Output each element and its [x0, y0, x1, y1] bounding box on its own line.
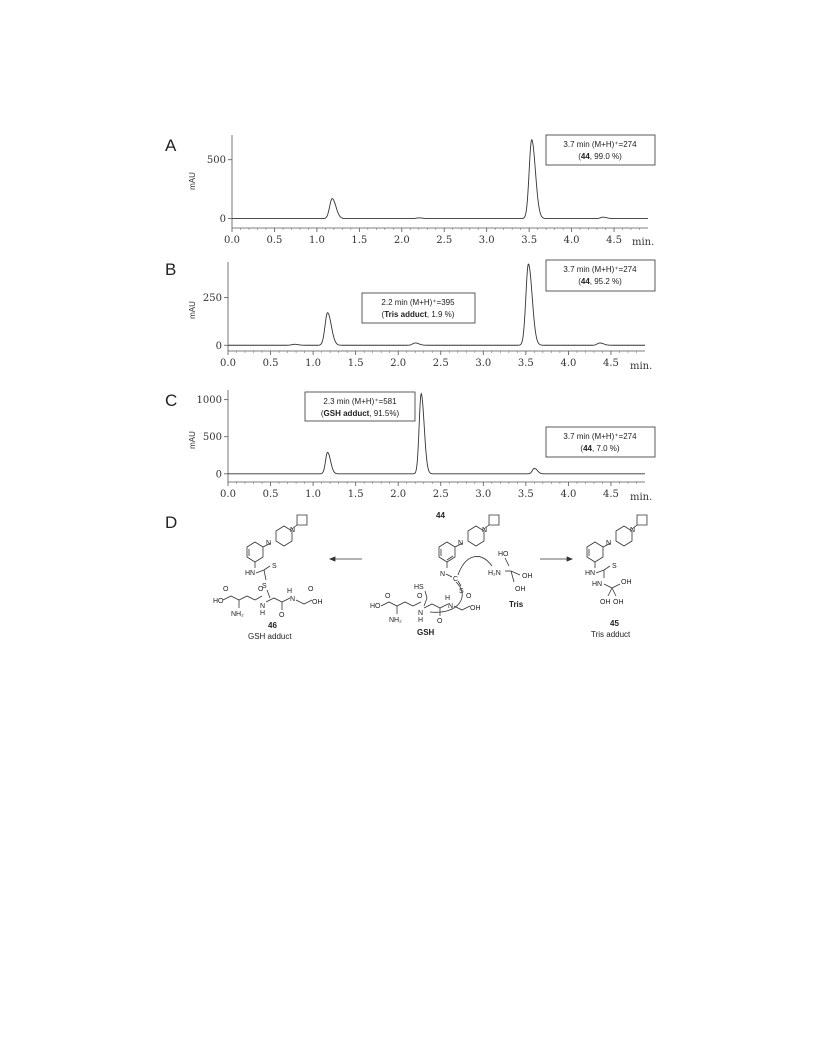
- atom-ho: HO: [498, 551, 509, 558]
- y-tick-label: 1000: [196, 395, 222, 407]
- annotation-rest: , 95.2 %): [589, 277, 622, 286]
- atom-hn: HN: [585, 570, 596, 577]
- atom-h: H: [445, 595, 451, 602]
- atom-n: N: [260, 603, 266, 610]
- panel-d-letter: D: [165, 513, 178, 532]
- x-tick-label: 4.5: [603, 358, 619, 369]
- atom-nh2: NH₂: [389, 617, 402, 624]
- atom-o: O: [223, 586, 229, 593]
- annotation-bold: 44: [580, 277, 590, 286]
- panel-c: [165, 390, 655, 503]
- atom-o: O: [279, 612, 285, 619]
- x-tick-label: 2.0: [393, 235, 410, 246]
- atom-h2n: H₂N: [488, 570, 501, 577]
- annotation-line2: (GSH adduct, 91.5%): [320, 409, 400, 418]
- x-tick-label: 3.5: [521, 235, 538, 246]
- x-tick-label: 3.0: [478, 235, 495, 246]
- x-tick-label: 3.0: [475, 489, 492, 500]
- annotation-line2: (44, 7.0 %): [580, 444, 620, 453]
- annotation-line: 2.2 min (M+H)⁺=395: [381, 298, 455, 307]
- atom-n: N: [290, 527, 296, 534]
- atom-n: N: [418, 610, 424, 617]
- x-tick-label: 1.0: [305, 489, 322, 500]
- atom-n: N: [290, 596, 296, 603]
- tris-label: Tris: [509, 600, 524, 609]
- atom-oh: OH: [312, 599, 323, 606]
- panel-c-ylabel: mAU: [188, 431, 197, 449]
- x-tick-label: 2.5: [432, 358, 449, 369]
- panel-a-ylabel: mAU: [188, 172, 197, 190]
- x-tick-label: 2.5: [436, 235, 453, 246]
- atom-ho: HO: [370, 603, 381, 610]
- atom-o: O: [417, 593, 423, 600]
- atom-n: N: [448, 603, 454, 610]
- panel-b-annotation-tris: [362, 293, 475, 323]
- panel-a: [165, 135, 655, 248]
- panel-b: [165, 260, 655, 372]
- annotation-rest: , 99.0 %): [589, 152, 622, 161]
- reaction-arrow-right: [540, 557, 572, 561]
- x-tick-label: 3.0: [475, 358, 492, 369]
- gsh-label: GSH: [417, 628, 435, 637]
- compound-45-caption: Tris adduct: [591, 630, 631, 639]
- y-tick-label: 500: [206, 155, 226, 167]
- curved-arrow: [458, 556, 492, 575]
- annotation-line: 2.3 min (M+H)⁺=581: [323, 397, 397, 406]
- y-tick-label: 0: [215, 469, 222, 481]
- panel-a-letter: A: [165, 136, 177, 155]
- atom-ho: HO: [213, 598, 224, 605]
- tris-molecule: [488, 551, 533, 609]
- atom-h: H: [418, 617, 424, 624]
- annotation-bold: Tris adduct: [384, 310, 427, 319]
- x-tick-label: 4.0: [563, 235, 580, 246]
- compound-45-label: 45: [610, 619, 619, 628]
- atom-n: N: [606, 540, 612, 547]
- x-tick-label: 1.5: [347, 489, 364, 500]
- panel-a-annotation-44: [546, 135, 655, 165]
- panel-d: [165, 511, 647, 641]
- annotation-line2: (44, 99.0 %): [578, 152, 622, 161]
- atom-o: O: [466, 593, 472, 600]
- panel-b-x-unit: min.: [630, 361, 653, 372]
- atom-o: O: [258, 586, 264, 593]
- reaction-arrow-left: [330, 557, 362, 561]
- panel-a-x-unit: min.: [632, 237, 655, 248]
- panel-c-letter: C: [165, 391, 178, 410]
- atom-c: C: [453, 576, 459, 583]
- x-tick-label: 1.0: [308, 235, 325, 246]
- atom-h: H: [260, 610, 266, 617]
- x-tick-label: 1.0: [305, 358, 322, 369]
- panel-c-x-unit: min.: [630, 492, 653, 503]
- atom-o: O: [385, 593, 391, 600]
- x-tick-label: 4.5: [603, 489, 619, 500]
- annotation-line2: (44, 95.2 %): [578, 277, 622, 286]
- compound-44-label: 44: [436, 511, 445, 520]
- atom-oh: OH: [621, 579, 632, 586]
- atom-n: N: [630, 527, 636, 534]
- compound-46: [213, 515, 323, 641]
- atom-n: N: [266, 540, 272, 547]
- compound-46-label: 46: [268, 621, 277, 630]
- atom-o: O: [437, 618, 443, 625]
- compound-46-caption: GSH adduct: [248, 632, 292, 641]
- atom-h: H: [287, 588, 293, 595]
- y-tick-label: 500: [202, 432, 222, 444]
- atom-s: S: [262, 583, 267, 590]
- y-tick-label: 0: [219, 214, 226, 226]
- annotation-rest: , 91.5%): [369, 409, 400, 418]
- y-tick-label: 250: [202, 292, 222, 304]
- annotation-line: 3.7 min (M+H)⁺=274: [563, 140, 637, 149]
- annotation-rest: , 7.0 %): [592, 444, 620, 453]
- atom-s: S: [612, 563, 617, 570]
- x-tick-label: 2.5: [432, 489, 449, 500]
- atom-hs: HS: [414, 584, 424, 591]
- atom-oh: OH: [470, 605, 481, 612]
- annotation-line: 3.7 min (M+H)⁺=274: [563, 265, 637, 274]
- atom-nh2: NH₂: [231, 611, 244, 618]
- atom-oh: OH: [515, 586, 526, 593]
- atom-n: N: [482, 527, 488, 534]
- annotation-bold: 44: [583, 444, 592, 453]
- compound-45: [585, 515, 647, 639]
- annotation-line: 3.7 min (M+H)⁺=274: [563, 432, 637, 441]
- x-tick-label: 2.0: [390, 489, 407, 500]
- panel-c-annotation-44: [546, 427, 655, 457]
- atom-oh: OH: [613, 599, 624, 606]
- annotation-line2: (Tris adduct, 1.9 %): [381, 310, 455, 319]
- x-tick-label: 1.5: [347, 358, 364, 369]
- x-tick-label: 1.5: [351, 235, 368, 246]
- atom-hn: HN: [592, 581, 603, 588]
- y-tick-label: 0: [215, 340, 222, 352]
- annotation-bold: 44: [580, 152, 590, 161]
- compound-44: [436, 511, 499, 595]
- atom-o: O: [308, 586, 314, 593]
- atom-n: N: [440, 571, 446, 578]
- atom-oh: OH: [600, 599, 611, 606]
- x-tick-label: 3.5: [517, 489, 534, 500]
- x-tick-label: 0.5: [266, 235, 283, 246]
- atom-s: S: [459, 588, 464, 595]
- annotation-bold: GSH adduct: [323, 409, 370, 418]
- x-tick-label: 0.0: [224, 235, 240, 246]
- atom-n: N: [458, 540, 464, 547]
- atom-oh: OH: [522, 573, 533, 580]
- atom-hn: HN: [245, 570, 256, 577]
- x-tick-label: 0.5: [262, 358, 279, 369]
- x-tick-label: 4.5: [606, 235, 622, 246]
- x-tick-label: 3.5: [517, 358, 534, 369]
- panel-a-ticks: [207, 155, 640, 246]
- gsh-molecule: [370, 584, 481, 637]
- x-tick-label: 0.5: [262, 489, 279, 500]
- annotation-rest: , 1.9 %): [426, 310, 455, 319]
- panel-b-annotation-44: [546, 260, 655, 291]
- x-tick-label: 4.0: [560, 358, 577, 369]
- panel-b-letter: B: [165, 260, 177, 279]
- panel-b-ylabel: mAU: [188, 301, 197, 319]
- x-tick-label: 0.0: [220, 358, 236, 369]
- panel-c-annotation-gsh: [305, 392, 415, 421]
- atom-s: S: [272, 563, 277, 570]
- x-tick-label: 2.0: [390, 358, 407, 369]
- x-tick-label: 4.0: [560, 489, 577, 500]
- x-tick-label: 0.0: [220, 489, 236, 500]
